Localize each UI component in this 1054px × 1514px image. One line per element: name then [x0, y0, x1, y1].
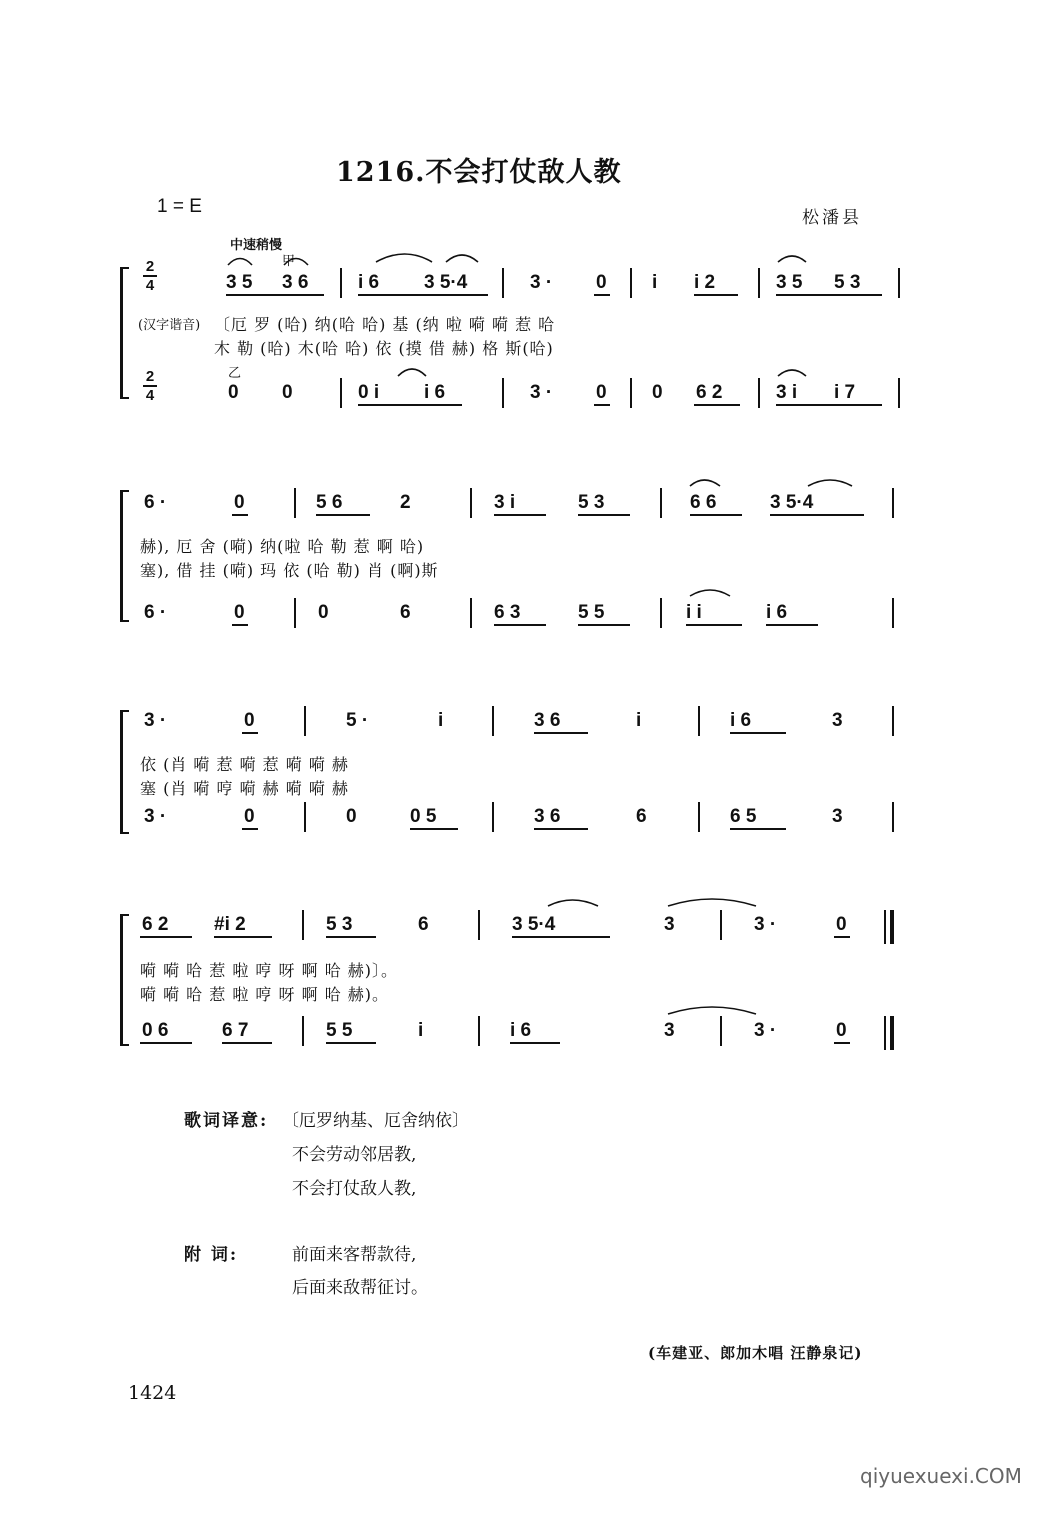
tempo-marking: 中速稍慢 [230, 238, 283, 253]
slur [228, 259, 252, 266]
measure: 3 · [530, 382, 553, 403]
measure: 3 6 [534, 806, 561, 827]
measure: 6 2 [142, 914, 169, 935]
page-number: 1424 [128, 1382, 177, 1404]
measure: 5 6 [316, 492, 343, 513]
slur [284, 259, 308, 266]
measure: 3 · [144, 710, 167, 731]
slur [668, 899, 756, 906]
lyric-label: (汉字谐音) [138, 318, 201, 333]
part-label-a: 甲 [282, 254, 296, 269]
measure: 5 · [346, 710, 369, 731]
song-title: 1216.不会打仗敌人教 [336, 157, 622, 188]
measure: 0 [596, 382, 607, 403]
time-signature-upper: 2 4 [143, 258, 157, 294]
measure: i [438, 710, 444, 731]
translation-line: 不会劳动邻居教, [292, 1145, 417, 1165]
lyrics-line-1: 赫), 厄 舍 (嗬) 纳(啦 哈 勒 惹 啊 哈) [140, 537, 425, 556]
measure: 3 6 [282, 272, 309, 293]
measure: 6 2 [696, 382, 723, 403]
part-label-b: 乙 [228, 366, 242, 381]
lyrics-line-2: 塞 (肖 嗬 哼 嗬 赫 嗬 嗬 赫 [140, 779, 349, 798]
measure: 3 [664, 1020, 675, 1041]
measure: 0 [652, 382, 663, 403]
lyrics-line-1: 〔厄 罗 (哈) 纳(哈 哈) 基 (纳 啦 嗬 嗬 惹 哈 [214, 315, 556, 334]
region-label: 松潘县 [802, 208, 862, 228]
measure: 6 · [144, 492, 167, 513]
measure: 6 [418, 914, 429, 935]
measure: 3 5 [226, 272, 253, 293]
measure: 0 6 [142, 1020, 169, 1041]
measure: i 6 [510, 1020, 532, 1041]
lyrics-line-2: 塞), 借 挂 (嗬) 玛 依 (哈 勒) 肖 (啊)斯 [140, 561, 439, 580]
measure: 3 5 [776, 272, 803, 293]
slur [778, 370, 806, 376]
measure: 0 [282, 382, 293, 403]
measure: 3 · [754, 1020, 777, 1041]
measure: 6 · [144, 602, 167, 623]
measure: 6 3 [494, 602, 521, 623]
slur [808, 480, 852, 486]
measure: 6 [636, 806, 647, 827]
lyrics-line-2: 木 勒 (哈) 木(哈 哈) 依 (摸 借 赫) 格 斯(哈) [214, 339, 554, 358]
measure: 0 i [358, 382, 380, 403]
measure: 0 [346, 806, 357, 827]
measure: 5 3 [578, 492, 605, 513]
lyrics-line-2: 嗬 嗬 哈 惹 啦 哼 呀 啊 哈 赫)。 [140, 985, 390, 1004]
translation-label: 歌词译意: [184, 1111, 269, 1131]
measure: 3 · [144, 806, 167, 827]
slur [446, 255, 478, 262]
slur [690, 480, 720, 486]
measure: 0 [244, 806, 255, 827]
measure: 5 3 [834, 272, 861, 293]
measure: i [652, 272, 658, 293]
measure: i 6 [766, 602, 788, 623]
measure: #i 2 [214, 914, 246, 935]
slur [668, 1007, 756, 1014]
measure: i 7 [834, 382, 856, 403]
measure: 0 [596, 272, 607, 293]
lyrics-line-1: 依 (肖 嗬 惹 嗬 惹 嗬 嗬 赫 [140, 755, 349, 774]
measure: 0 [234, 602, 245, 623]
measure: 0 [836, 1020, 847, 1041]
measure: 5 3 [326, 914, 353, 935]
measure: 0 5 [410, 806, 437, 827]
measure: 0 [836, 914, 847, 935]
slur [398, 369, 426, 376]
translation-line: 〔厄罗纳基、厄舍纳依〕 [282, 1111, 469, 1131]
measure: i 6 [730, 710, 752, 731]
measure: 0 [318, 602, 329, 623]
appendix-line: 前面来客帮款待, [292, 1245, 417, 1265]
slur [376, 254, 432, 262]
measure: 3 6 [534, 710, 561, 731]
measure: 3 5·4 [424, 272, 468, 293]
measure: 3 i [776, 382, 798, 403]
credit-line: (车建亚、郎加木唱 汪静泉记) [648, 1344, 863, 1362]
measure: 2 [400, 492, 411, 513]
measure: 0 [244, 710, 255, 731]
measure: 6 6 [690, 492, 717, 513]
measure: i [636, 710, 642, 731]
measure: 3 · [754, 914, 777, 935]
measure: 5 5 [578, 602, 605, 623]
appendix-label: 附 词: [184, 1245, 239, 1265]
measure: 6 7 [222, 1020, 249, 1041]
measure: 3 [664, 914, 675, 935]
slur [690, 590, 730, 596]
measure: i 6 [424, 382, 446, 403]
measure: 0 [234, 492, 245, 513]
measure: i [418, 1020, 424, 1041]
measure: 0 [228, 382, 239, 403]
measure: 5 5 [326, 1020, 353, 1041]
measure: 6 [400, 602, 411, 623]
lyrics-line-1: 嗬 嗬 哈 惹 啦 哼 呀 啊 哈 赫)〕。 [140, 961, 399, 980]
measure: 3 i [494, 492, 516, 513]
time-signature-lower: 2 4 [143, 368, 157, 404]
measure: 3 · [530, 272, 553, 293]
measure: 3 [832, 710, 843, 731]
measure: 6 5 [730, 806, 757, 827]
measure: 3 5·4 [770, 492, 814, 513]
translation-line: 不会打仗敌人教, [292, 1179, 417, 1199]
appendix-line: 后面来敌帮征讨。 [292, 1278, 428, 1298]
slur [778, 256, 806, 262]
measure: i i [686, 602, 702, 623]
measure: 3 [832, 806, 843, 827]
slur [548, 900, 598, 906]
key-signature: 1 = E [157, 196, 202, 217]
measure: i 2 [694, 272, 716, 293]
measure: 3 5·4 [512, 914, 556, 935]
measure: i 6 [358, 272, 380, 293]
watermark-text: qiyuexuexi.COM [860, 1464, 1022, 1488]
